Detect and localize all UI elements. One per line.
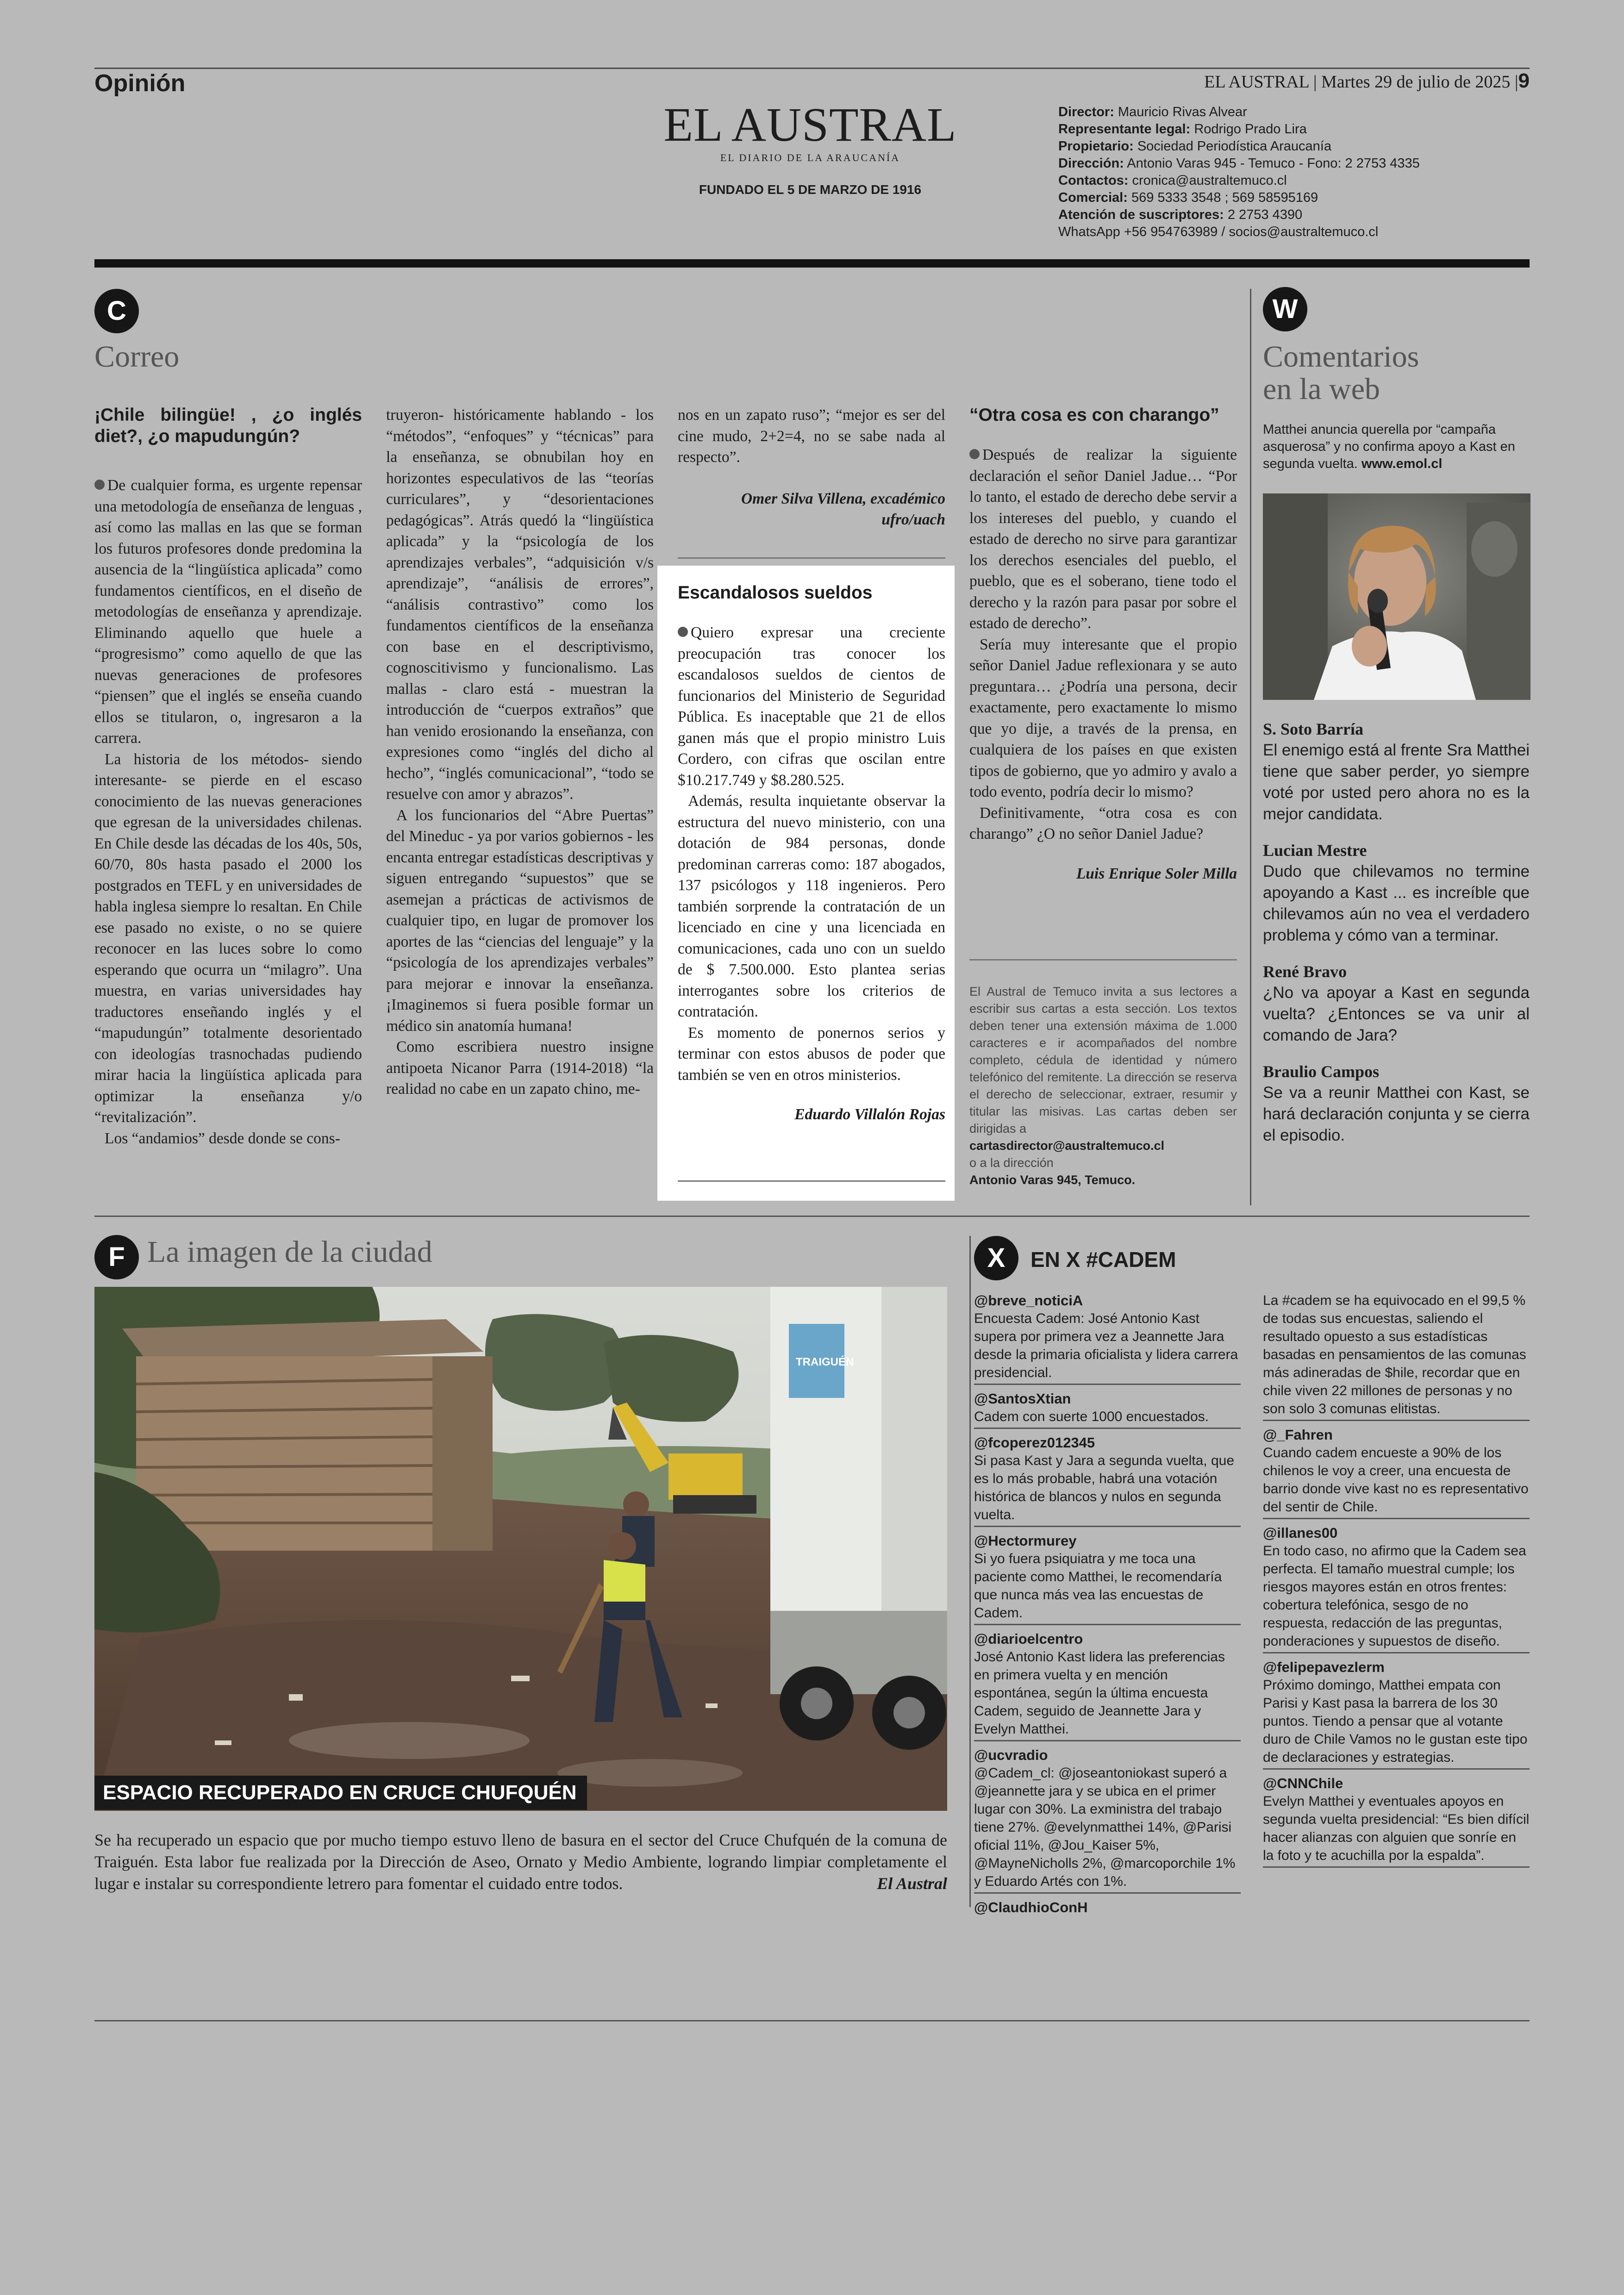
web-intro: [1263, 421, 1530, 473]
x-post-handle[interactable]: @_Fahren: [1263, 1427, 1333, 1443]
x-post-handle[interactable]: @ucvradio: [974, 1747, 1048, 1763]
x-column-1: [974, 1291, 1241, 1916]
staff-line: Atención de suscriptores: 2 2753 4390: [1058, 207, 1303, 222]
truck-logo-text: TRAIGUÉN: [796, 1356, 854, 1368]
letter2-paragraph: Quiero expresar una creciente preocupación tras conocer los escandalosos sueldos de cientos de funcionarios del Ministerio de Seguridad Pública. Es inaceptable que 21 de ellos ganen más que el propio ministro Luis Cordero, con cifras que oscilan entre $10.217.749 y $8.280.525.: [678, 624, 945, 789]
staff-line: Comercial: 569 5333 3548 ; 569 58595169: [1058, 190, 1318, 205]
web-comment-author: S. Soto Barría: [1263, 720, 1364, 738]
letter1-headline: ¡Chile bilingüe! , ¿o inglés diet?, ¿o mapudungún?: [94, 405, 362, 446]
logo-name: EL AUSTRAL: [663, 98, 957, 151]
letters-invitation: [969, 983, 1237, 1189]
letter1-paragraph: La historia de los métodos- siendo interesante- se pierde en el escaso conocimiento de las nuevas generaciones que egresan de la universidades chilenas. En Chile desde las décadas de los 40s, 50s, 60/70, 80s hasta pasado el 2000 los postgrados en TEFL y en universidades de habla inglesa siempre lo resaltan. En Chile ese pasado no existe, o no se quiere reconocer en las luces sobre lo como esperando que ocurra un “milagro”. Una muestra, en varias universidades hay traductores enseñando inglés y el “mapudungún” totalmente desorientado con ideologías trasnochadas pudiendo mirar hacia la lingüística aplicada para optimizar la enseñanza y/o “revitalización”.: [94, 750, 362, 1126]
web-comment-author: René Bravo: [1263, 962, 1347, 981]
letter1-col2: [386, 405, 654, 1100]
x-post-text: Si pasa Kast y Jara a segunda vuelta, que es lo más probable, habrá una votación histórica de blancos y nulos en segunda vuelta.: [974, 1453, 1235, 1522]
x-post-handle[interactable]: @Hectormurey: [974, 1533, 1077, 1549]
photo-caption: ESPACIO RECUPERADO EN CRUCE CHUFQUÉN: [94, 1776, 587, 1810]
x-post-text: José Antonio Kast lidera las preferencias en primera vuelta y en mención espontánea, según la última encuesta Cadem, seguido de Jeannette Jara y Evelyn Matthei.: [974, 1649, 1225, 1737]
x-post: [974, 1898, 1241, 1916]
letter3-paragraph: Definitivamente, “otra cosa es con charango” ¿O no señor Daniel Jadue?: [969, 804, 1237, 842]
letter2-body: [678, 582, 945, 1125]
logo-subtitle: EL DIARIO DE LA ARAUCANÍA: [720, 152, 900, 163]
newspaper-logo: [648, 98, 972, 197]
web-title: [1263, 341, 1419, 405]
x-post-text: Cuando cadem encueste a 90% de los chilenos le voy a creer, una encuesta de barrio donde vive kast no es representativo del sentir de Chile.: [1263, 1445, 1529, 1515]
web-title-line: en la web: [1263, 372, 1380, 406]
x-post-text: En todo caso, no afirmo que la Cadem sea perfecta. El tamaño muestral cumple; los riesgos mayores están en otros frentes: cobertura telefónica, sesgo de no respuesta, redacción de las preguntas, ponderaciones y supuestos de diseño.: [1263, 1543, 1526, 1649]
web-intro-text: Matthei anuncia querella por “campaña asquerosa” y no confirma apoyo a Kast en segunda vuelta.: [1263, 422, 1515, 471]
web-comment-author: Lucian Mestre: [1263, 841, 1367, 860]
x-post-handle[interactable]: @CNNChile: [1263, 1775, 1343, 1791]
invitation-address: Antonio Varas 945, Temuco.: [969, 1173, 1136, 1187]
web-comment: [1263, 1061, 1530, 1146]
x-post: [1263, 1524, 1530, 1650]
image-description: [94, 1829, 947, 1895]
web-comment-text: El enemigo está al frente Sra Matthei tiene que saber perder, yo siempre voté por usted pero ahora no es la mejor candidata.: [1263, 741, 1530, 823]
x-post-handle[interactable]: @fcoperez012345: [974, 1434, 1095, 1451]
x-post-handle[interactable]: @illanes00: [1263, 1525, 1338, 1541]
web-intro-source[interactable]: www.emol.cl: [1361, 456, 1443, 471]
image-description-text: Se ha recuperado un espacio que por mucho tiempo estuvo lleno de basura en el sector del Cruce Chufquén de la comuna de Traiguén. Esta labor fue realizada por la Dirección de Aseo, Ornato y Medio Ambiente, logrando limpiar completamente el lugar e instalar su correspondiente letrero para fomentar el cuidado entre todos.: [94, 1831, 947, 1893]
letter3-signature: Luis Enrique Soler Milla: [1076, 865, 1237, 882]
bullet-icon: [969, 449, 980, 459]
letter1-paragraph: nos en un zapato ruso”; “mejor es ser del cine mudo, 2+2=4, no se sabe nada al respecto”.: [678, 406, 945, 466]
x-post: [1263, 1774, 1530, 1865]
x-post: [1263, 1658, 1530, 1766]
web-title-line: Comentarios: [1263, 340, 1419, 374]
image-credit: El Austral: [877, 1874, 947, 1893]
x-post-text: Si yo fuera psiquiatra y me toca una paciente como Matthei, le recomendaría que nunca más vea las encuestas de Cadem.: [974, 1551, 1222, 1621]
web-comment: [1263, 718, 1530, 825]
web-photo: [1263, 493, 1530, 700]
date-text: Martes 29 de julio de 2025: [1321, 72, 1511, 92]
x-column-2: [1263, 1291, 1530, 1872]
staff-line: Director: Mauricio Rivas Alvear: [1058, 105, 1247, 119]
invitation-or: o a la dirección: [969, 1156, 1054, 1170]
x-post-handle[interactable]: @diarioelcentro: [974, 1631, 1083, 1647]
date-line: [1204, 69, 1530, 93]
date-separator: |: [1313, 72, 1317, 92]
staff-line: Contactos: cronica@australtemuco.cl: [1058, 173, 1287, 188]
web-comment-text: ¿No va apoyar a Kast en segunda vuelta? ¿Entonces se va unir al comando de Jara?: [1263, 984, 1530, 1044]
web-comment-text: Se va a reunir Matthei con Kast, se hará declaración conjunta y se cierra el episodio.: [1263, 1084, 1530, 1144]
letter1-paragraph: A los funcionarios del “Abre Puertas” del Mineduc - ya por varios gobiernos - les encanta entregar estadísticas descriptivas y siguen entregando “supuestos” que se asemejan a prácticas de activismos de cualquier tipo, en lugar de promover los aportes de las “ciencias del lenguaje” y la “psicología de los aprendizajes verbales” para mejorar e innovar la enseñanza. ¡Imaginemos si fuera posible formar un médico sin anatomía humana!: [386, 806, 654, 1035]
letter2-paragraph: Es momento de ponernos serios y terminar con estos abusos de poder que también se ven en otros ministerios.: [678, 1024, 945, 1084]
x-post-text: @Cadem_cl: @joseantoniokast superó a @jeannette jara y se ubica en el primer lugar con 30%. La exministra del trabajo tiene 27%. @evelynmatthei 14%, @Parisi oficial 11%, @Jou_Kaiser 5%, @MayneNicholls 2%, @marcoporchile 1% y Eduardo Artés con 1%.: [974, 1765, 1236, 1889]
correo-badge: C: [94, 289, 139, 333]
letter2-headline: Escandalosos sueldos: [678, 583, 873, 603]
letter3-col: [969, 405, 1237, 884]
letter1-paragraph: De cualquier forma, es urgente repensar una metodología de enseñanza de lenguas , así como las mallas en las que se forman los futuros profesores donde predomina la ausencia de la “lingüística aplicada” como fundamentos científicos, en el diseño de metodologías de enseñanza y aprendizaje. Eliminando aquello que huele a “progresismo” como aquello de que las nuevas generaciones de profesores “piensen” que el inglés se enseña cuando ellos se titularon, o, ingresaron a la carrera.: [94, 477, 362, 747]
x-post-text: Próximo domingo, Matthei empata con Parisi y Kast pasa la barrera de los 30 puntos. Tiendo a pensar que al votante duro de Chile Vamos no le gustan este tipo de declaraciones y estrategias.: [1263, 1678, 1528, 1765]
staff-line: Dirección: Antonio Varas 945 - Temuco - Fono: 2 2753 4335: [1058, 156, 1420, 171]
x-post: [974, 1291, 1241, 1382]
staff-line: WhatsApp +56 954763989 / socios@australtemuco.cl: [1058, 225, 1379, 239]
letter1-paragraph: Como escribiera nuestro insigne antipoeta Nicanor Parra (1914-2018) “la realidad no cabe en un zapato chino, me-: [386, 1038, 654, 1098]
image-badge: F: [94, 1235, 139, 1279]
section-label: Opinión: [94, 70, 186, 97]
letter3-headline: “Otra cosa es con charango”: [969, 405, 1219, 425]
x-badge: X: [974, 1236, 1018, 1280]
x-post: [974, 1390, 1241, 1426]
x-post-text: Encuesta Cadem: José Antonio Kast supera por primera vez a Jeannette Jara desde la primaria oficialista y lidera carrera presidencial.: [974, 1311, 1238, 1380]
web-comment: [1263, 840, 1530, 946]
staff-box: [1058, 104, 1521, 241]
page-number: 9: [1518, 69, 1530, 92]
web-comment: [1263, 961, 1530, 1046]
x-post-handle[interactable]: @felipepavezlerm: [1263, 1659, 1385, 1675]
x-post-text: Evelyn Matthei y eventuales apoyos en segunda vuelta presidencial: “Es bien difícil hacer alianzas con alguien que sonríe en la foto y te acuchilla por la espalda”.: [1263, 1794, 1530, 1863]
x-post-handle[interactable]: @ClaudhioConH: [974, 1899, 1088, 1915]
letter3-paragraph: Sería muy interesante que el propio señor Daniel Jadue reflexionara y se auto preguntara… ¿Podría una persona, decir exactamente, pero exactamente lo mismo que yo dije, a través de la prensa, en cualquiera de los países en que existen tipos de gobierno, que yo admiro y avalo a todo evento, podría decir lo mismo?: [969, 636, 1237, 800]
staff-line: Representante legal: Rodrigo Prado Lira: [1058, 122, 1307, 137]
x-post: [974, 1532, 1241, 1622]
x-post: [1263, 1426, 1530, 1516]
x-section-title: EN X #CADEM: [1031, 1247, 1176, 1272]
invitation-text: El Austral de Temuco invita a sus lectores a escribir sus cartas a esta sección. Los textos deben tener una extensión máxima de 1.000 caracteres e ir acompañados del nombre completo, cédula de identidad y número telefónico del remitente. La dirección se reserva el derecho de seleccionar, extraer, resumir y titular las misivas. Las cartas deben ser dirigidas a: [969, 985, 1237, 1135]
founded-line: FUNDADO EL 5 DE MARZO DE 1916: [699, 182, 922, 197]
date-paper-name: EL AUSTRAL: [1204, 72, 1309, 92]
x-post: [974, 1434, 1241, 1524]
bullet-icon: [94, 480, 105, 490]
city-photo: [94, 1287, 947, 1811]
letter1-col1: [94, 405, 362, 1149]
x-post-handle[interactable]: @breve_noticiA: [974, 1292, 1083, 1309]
invitation-email[interactable]: cartasdirector@australtemuco.cl: [969, 1139, 1164, 1153]
correo-title: Correo: [94, 340, 180, 374]
web-badge: W: [1263, 287, 1307, 331]
web-comment-text: Dudo que chilevamos no termine apoyando a Kast ... es increíble que chilevamos aún no vea el verdadero problema y cómo van a terminar.: [1263, 862, 1530, 944]
letter1-paragraph: truyeron- históricamente hablando - los “métodos”, “enfoques” y “técnicas” para la enseñanza, se obnubilan hoy en horizontes especulativos de las “teorías curriculares”, y “desorientaciones pedagógicas”. Atrás quedó la “lingüística aplicada” y la “psicología de los aprendizajes verbales”, “adquisición v/s aprendizaje”, “análisis de errores”, “análisis contrastivo” como los fundamentos científicos de la enseñanza con base en el descriptivismo, cognoscitivismo y funcionalismo. Las mallas - claro está - muestran la introducción de “cuerpos extraños” que han venido erosionando la enseñanza, con expresiones como “inglés del dicho al hecho”, “inglés comunicacional”, “todo se resuelve con amor y abrazos”.: [386, 406, 654, 803]
date-separator-2: |: [1514, 72, 1518, 92]
x-post: [974, 1746, 1241, 1890]
image-section-title: La imagen de la ciudad: [147, 1235, 432, 1269]
letter2-paragraph: Además, resulta inquietante observar la estructura del nuevo ministerio, con una dotación de 984 personas, donde predominan carreras como: 187 abogados, 137 psicólogos y 118 ingenieros. Pero también sorprende la contratación de un licenciado en cine y una licenciada en comunicaciones, cada uno con un sueldo de $ 7.500.000. Esto plantea serias interrogantes sobre los criterios de contratación.: [678, 792, 945, 1020]
letter1-signature: Omer Silva Villena, excadémico: [741, 490, 945, 507]
letter2-signature: Eduardo Villalón Rojas: [794, 1106, 945, 1123]
x-post-text: Cadem con suerte 1000 encuestados.: [974, 1409, 1209, 1424]
staff-line: Propietario: Sociedad Periodística Araucanía: [1058, 139, 1331, 154]
web-comments: [1263, 718, 1530, 1146]
bullet-icon: [678, 627, 688, 637]
x-post-text: La #cadem se ha equivocado en el 99,5 % de todas sus encuestas, saliendo el resultado opuesto a sus estadísticas basadas en pensamientos de las comunas más adineradas de $hile, recordar que en chile viven 22 millones de personas y no son solo 3 comunas elitistas.: [1263, 1293, 1526, 1416]
web-comment-author: Braulio Campos: [1263, 1062, 1380, 1081]
letter1-col3: [678, 405, 945, 530]
letter1-signature-affiliation: ufro/uach: [881, 511, 945, 528]
letter1-paragraph: Los “andamios” desde donde se cons-: [105, 1129, 340, 1147]
x-post-handle[interactable]: @SantosXtian: [974, 1391, 1071, 1407]
x-post: [1263, 1291, 1530, 1418]
x-post: [974, 1630, 1241, 1738]
letter3-paragraph: Después de realizar la siguiente declaración el señor Daniel Jadue… “Por lo tanto, el estado de derecho debe servir a los intereses del pueblo, y cuando el estado de derecho no sirve para garantizar los derechos esenciales del pueblo, el pueblo, que es el soberano, tiene todo el derecho y la razón para pasar por sobre el estado de derecho”.: [969, 446, 1237, 632]
